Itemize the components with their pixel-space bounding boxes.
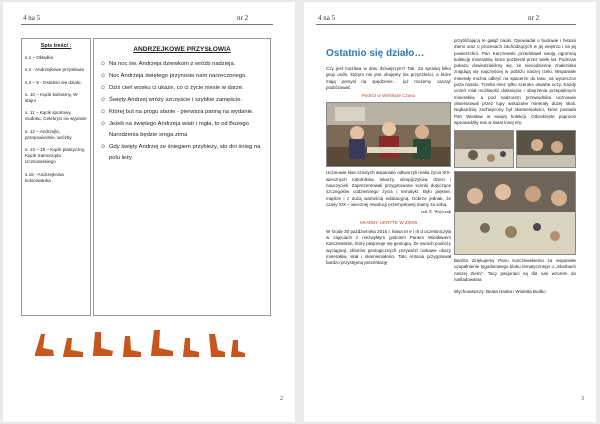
page-number: 2 (280, 396, 283, 402)
classroom-photo (326, 102, 451, 167)
toc-item: s.2 - Andrzejkowe przysłowia (25, 67, 84, 73)
toc-item: s.1 – Okładka (25, 55, 54, 61)
boot-shape (183, 338, 199, 357)
proverb-item (100, 83, 264, 94)
minerals-photo-grid (454, 130, 576, 258)
proverb-text: Na noc św. Andrzeja dziewkom z wróżb nadzieja. (109, 61, 236, 67)
smiley-icon: ☺ (100, 109, 107, 115)
proverb-text: Jeżeli na świętego Andrzeja wiatr i mgła, to od Bożego Narodzenia będzie sroga zima (109, 121, 249, 138)
article-credit: Wychowawczy: Beata Hanka i Wioletta Budko (454, 289, 546, 295)
proverbs-box (93, 38, 271, 316)
toc-item: s.16 - Andrzejkowa kolorowanka (25, 171, 64, 183)
boot-shape (35, 334, 54, 356)
minerals-photo (454, 130, 514, 168)
boot-shape (209, 334, 225, 357)
table-of-contents (21, 38, 91, 316)
minerals-photo (516, 130, 576, 168)
proverb-item (100, 95, 264, 106)
boot-shape (151, 330, 173, 356)
proverbs-title: ANDRZEJKOWE PRZYSŁOWIA (133, 46, 231, 53)
proverb-item (100, 71, 264, 82)
smiley-icon: ☺ (100, 97, 107, 103)
smiley-icon: ☺ (100, 73, 107, 79)
proverb-item (100, 142, 264, 164)
minerals-photo-large (454, 171, 576, 255)
right-column (454, 38, 576, 296)
proverb-text: Gdy święty Andrzej ze śniegiem przybieży, sto dni śnieg na polu leży (109, 144, 261, 161)
proverb-text: Dziś cień wosku ci ukaże, co ci życie niesie w darze. (109, 85, 244, 91)
toc-item: s. 11 – Kącik sportowy, Sudoku, Celebryci na wypasie (25, 110, 87, 122)
boot-shape (93, 332, 113, 356)
proverb-item (100, 59, 264, 70)
smiley-icon: ☺ (100, 144, 107, 150)
issue-number: nr 2 (237, 14, 249, 22)
toc-item: s. 10 – Kącik kulinarny, W stajni (25, 91, 78, 104)
article-subtitle: Podróż w Wehikule Czasu (361, 93, 416, 99)
article-text: przybliżającą te gałąź nauki. Opowiadał o budowie i historii Ziemi oraz o procesach zachodzących w jej wnętrzu i na jej powierzchni. Pan Karczewski przedstawił swoją ogromną kolekcję minerałów, które pozbierał przez wiele lat. Podczas pokazu dowiedzieliśmy się, że niecodzienne znaleziska znajdują się najczęściej w pobliżu naszej rzeki. Wspaniałe minerały można odkryć na spacerze do lasu, na wycieczce poza miasto. Trzeba mieć tylko szeroko otwarte oczy. Każdy uczeń miał możliwość dotknięcia i obejrzenia przepięknych minerałów, a pod nadzorem przewodnika uczniowie obserwowali przez lupy wskazane minerały dużej skali. Najbardziej zachwycony był skamieniałości, które posiada Pan Wiesław w swojej kolekcji. Odcisknięte paprocie wprowadziły nas w świat innej ery. (454, 38, 576, 125)
page-number: 3 (581, 396, 584, 402)
intro-text: Czy jest możliwa w dniu dzisiejszym? Tak. Za sprawą kilku grup osób, którym nie jest obojętny los przyszłości, a które mają pomysł na spędzenie… już możemy zacząć podróżować. (326, 66, 451, 90)
issue-label: 4 na 5 (23, 14, 41, 22)
article-text: Bardzo dziękujemy Panu Karczewskiemu za wspaniałe uzupełnienie tygodniowego bloku tematycznego o „Skarbach naszej Ziemi”. Tacy pasjonaci są dla nas wzorem do naśladowania (454, 258, 576, 283)
proverb-item (100, 119, 264, 141)
proverb-text: Noc Andrzeja świętego przynosie nam narzeczonego. (109, 73, 247, 79)
article-text: W środę 30 października 2016 r. klasa III e i III d uczestniczyła w zajęciach z niezwykłym gościem Panem Wiesławem Karczewskim, który pasjonuje się geologią. Ze swoich podróży wyciągnął, zbiorów geologicznych przywiózł ciekawe okazy minerałów, skał i skamieniałości. Tato Antosia przygotował bardzo przystępną prezentację (326, 228, 451, 266)
toc-item: s. 13 – 15 – Kącik plastyczny, Kącik Samorządu Uczniowskiego (25, 147, 86, 165)
issue-number: nr 2 (528, 14, 540, 22)
proverb-item (100, 107, 264, 118)
boot-shape (231, 340, 245, 357)
proverb-text: Święty Andrzej wróży szczęście i szybkie zamęście. (109, 97, 243, 103)
header-rule (316, 24, 576, 25)
boot-shape (123, 336, 141, 357)
proverb-text: Której but na progu stanie - pierwsza panną na wydanie. (109, 109, 254, 115)
toc-item: s.3 – 9 - Ostatnio się działo, (25, 79, 82, 85)
page-3 (304, 2, 596, 422)
boots-illustration (27, 324, 247, 364)
page-2 (3, 2, 295, 422)
issue-label: 4 na 5 (318, 14, 336, 22)
smiley-icon: ☺ (100, 121, 107, 127)
article-text: Uczniowie klas szóstych wspaniale odtworzyli realia życia XIX-wiecznych robotników, lekarzy, olimpijczyków, dzieci i nauczycieli. Zaprezentowali przygotowane scenki dotyczące szczegółów codziennego życia i tematyki. Było pięknie, mądrze i z dużą wartością edukacyjną. Dobrze jednak, że czasy XIX – wiecznej rewolucji przemysłowej mamy za sobą. (326, 170, 451, 207)
toc-title: Spis treści : (40, 43, 72, 49)
toc-item: s. 12 – Andrzejki, przepowiednie, wróżby (25, 128, 72, 140)
left-column (326, 66, 451, 267)
smiley-icon: ☺ (100, 85, 107, 91)
article-author: red. E. Wojtczak (421, 209, 451, 215)
article-subtitle: SKARBY UKRYTE W ZIEMI (359, 219, 418, 225)
header-rule (21, 24, 273, 25)
smiley-icon: ☺ (100, 61, 107, 67)
section-title: Ostatnio się działo… (326, 48, 425, 59)
boot-shape (63, 338, 83, 357)
